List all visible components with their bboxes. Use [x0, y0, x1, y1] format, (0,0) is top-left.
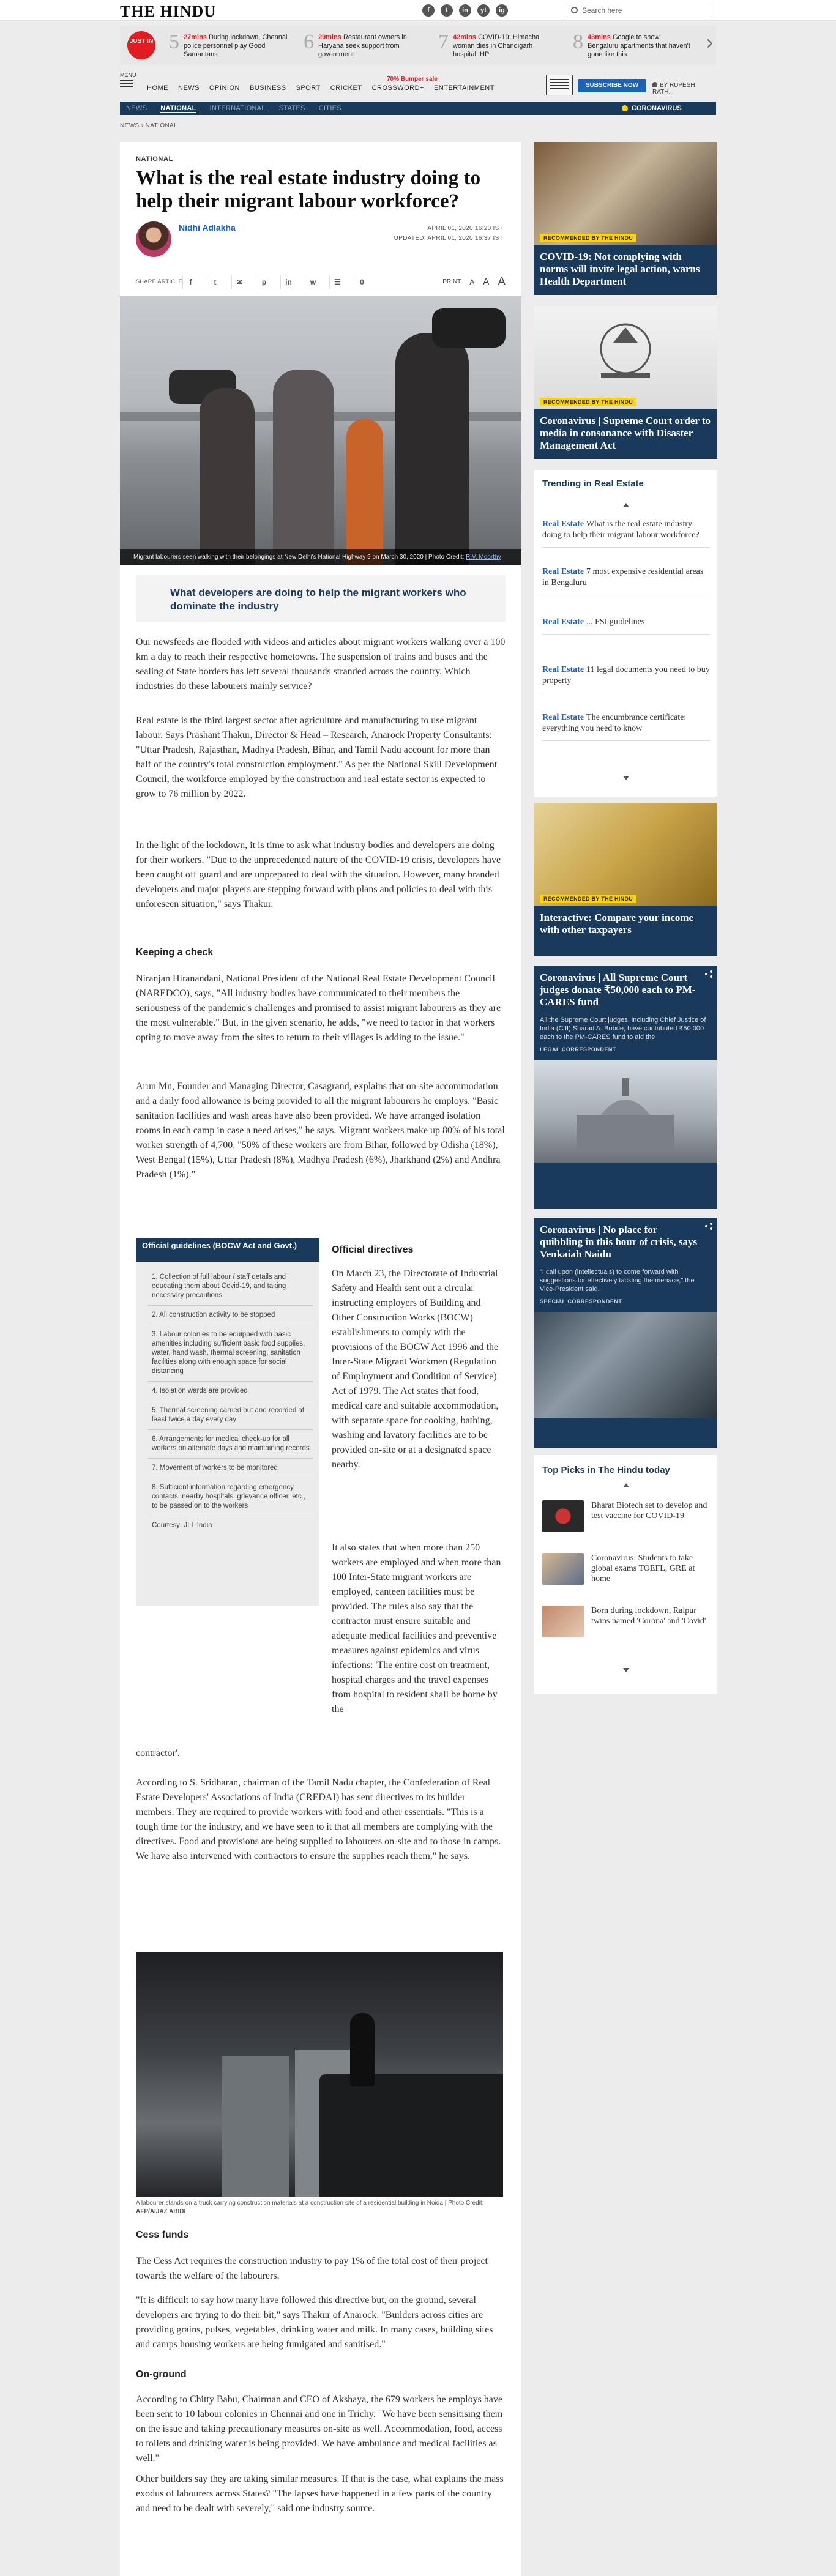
- card-image: [534, 1060, 717, 1163]
- trending-item[interactable]: [542, 712, 710, 741]
- ticker-time: 42mins: [453, 34, 476, 41]
- pinterest-share-icon[interactable]: p: [256, 275, 272, 289]
- top-picks-widget: [534, 1455, 717, 1694]
- nav-item-entertainment[interactable]: ENTERTAINMENT: [433, 84, 495, 92]
- comment-count: 0: [360, 278, 364, 286]
- card-image: [534, 306, 717, 409]
- message-share-icon[interactable]: ☰: [329, 275, 345, 289]
- subscribe-button[interactable]: SUBSCRIBE NOW: [578, 79, 646, 92]
- published-date: APRIL 01, 2020 16:20 IST: [427, 225, 503, 232]
- guideline-item: 5. Thermal screening carried out and recorded at least twice a day every day: [148, 1401, 313, 1430]
- epaper-icon[interactable]: [546, 75, 573, 95]
- secnav-item-international[interactable]: INTERNATIONAL: [209, 105, 266, 112]
- article-kicker[interactable]: NATIONAL: [136, 155, 173, 163]
- paragraph: According to S. Sridharan, chairman of the Tamil Nadu chapter, the Confederation of Real Estate Developers' Associations of India (CREDAI) has sent directives to its builder members. They are required to provide workers with food and other essentials. "This is a tough time for the industry, and we have seen to it that all members are complying with the directives. Food and provisions are being supplied to labourers on-site and to those in camps. We have also intervened with contractors to ensure the supplies reach them," he says.: [136, 1778, 501, 1861]
- text-size-small[interactable]: A: [469, 278, 475, 286]
- share-icon[interactable]: [705, 1223, 712, 1230]
- just-in-badge: JUST IN: [127, 31, 155, 59]
- user-name: BY RUPESH RATH...: [652, 82, 695, 95]
- hamburger-icon: [120, 80, 133, 81]
- trending-item[interactable]: [542, 567, 710, 595]
- guideline-item: 8. Sufficient information regarding emergency contacts, nearby hospitals, grievance officer, etc., to be passed on to the workers: [148, 1478, 313, 1516]
- guideline-item: 3. Labour colonies to be equipped with basic amenities including sufficient basic food supplies, water, hand wash, thermal screening, sanitation facilities along with enough space for social distancing: [148, 1325, 313, 1382]
- top-pick-thumbnail: [542, 1500, 584, 1532]
- recommended-tag: RECOMMENDED BY THE HINDU: [540, 234, 636, 242]
- trending-item[interactable]: [542, 519, 710, 548]
- ticker-number: 7: [438, 31, 449, 53]
- top-pick-text: Coronavirus: Students to take global exams TOEFL, GRE at home: [591, 1554, 695, 1584]
- article-highlight: What developers are doing to help the migrant workers who dominate the industry: [136, 575, 506, 622]
- trending-category: Real Estate: [542, 713, 584, 722]
- ticker-text: Google to show Bengaluru apartments that haven't gone like this: [588, 34, 690, 58]
- top-bar: [0, 0, 836, 21]
- social-icons: [422, 4, 508, 17]
- bell-icon: [652, 82, 657, 87]
- nav-item-business[interactable]: BUSINESS: [249, 84, 286, 92]
- ticker-item[interactable]: [438, 31, 561, 60]
- scroll-down-icon[interactable]: [623, 776, 629, 780]
- menu-label: MENU: [120, 72, 136, 78]
- author-name[interactable]: Nidhi Adlakha: [179, 223, 236, 233]
- paragraph: It also states that when more than 250 workers are employed and when more than 100 Inter-State migrant workers are employed, canteen facilities must be provided. The rules also say that the contractor must ensure suitable and adequate medical facilities and preventive measures against epidemics and virus infections: 'The entire cost on treatment, hospital charges and the travel expenses from hospital to resident shall be borne by the: [332, 1543, 501, 1714]
- card-image: [534, 803, 717, 906]
- text-size-medium[interactable]: A: [483, 277, 490, 287]
- card-byline: LEGAL CORRESPONDENT: [540, 1046, 616, 1052]
- guidelines-title: Official guidelines (BOCW Act and Govt.): [136, 1238, 319, 1262]
- paragraph: Arun Mn, Founder and Managing Director, Casagrand, explains that on-site accommodation and a daily food allowance is being provided to all the migrant labourers he employs. "Basic sanitation facilities and wash areas have also been provided. We have arranged isolation rooms in each camp in case a need arises," he says. Migrant workers make up 80% of his total worker strength of 4,700. "50% of these workers are from Bihar, followed by Odisha (18%), West Bengal (15%), Uttar Pradesh (8%), Madhya Pradesh (6%), Jharkhand (2%) and Andhra Pradesh (1%).": [136, 1081, 505, 1180]
- ticker-text: COVID-19: Himachal woman dies in Chandigarh hospital, HP: [453, 34, 541, 58]
- image-caption-text: A labourer stands on a truck carrying construction materials at a construction site of a residential building in Noida | Photo Credit:: [136, 2200, 484, 2206]
- trending-title: Trending in Real Estate: [542, 478, 644, 489]
- card-byline: SPECIAL CORRESPONDENT: [540, 1298, 622, 1305]
- guidelines-box: [136, 1238, 319, 1606]
- image-photo-credit: AFP/AIJAZ ABIDI: [136, 2208, 186, 2215]
- paragraph: On March 23, the Directorate of Industrial Safety and Health sent out a circular instructing employers of Building and Other Construction Works (BOCW) establishments to comply with the provisions of the BOCW Act 1996 and the Inter-State Migrant Workmen (Regulation of Employment and Condition of Service) Act of 1979. The Act states that food, medical care and suitable accommodation, with separate space for cooking, bathing, washing and lavatory facilities are to be provided on-site or at a designated space nearby.: [332, 1268, 499, 1470]
- hero-image: [120, 296, 521, 565]
- article-dates: [394, 224, 503, 244]
- scroll-up-icon[interactable]: [623, 1483, 629, 1487]
- hero-photo-credit[interactable]: R.V. Moorthy: [466, 554, 501, 560]
- paragraph: According to Chitty Babu, Chairman and CEO of Akshaya, the 679 workers he employs have been sent to 10 labour colonies in Chennai and one in Trichy. "We have been sensitising them on the issue and taking precautionary measures on-site as well. Accommodation, food, access to toilets and drinking water is being provided. We have ambulance and medical facilities as well.": [136, 2394, 503, 2463]
- section-navigation: [120, 102, 716, 115]
- guideline-item: 2. All construction activity to be stopped: [148, 1306, 313, 1325]
- paragraph: Our newsfeeds are flooded with videos and articles about migrant workers walking over a 100 km a day to reach their respective hometowns. The suspension of trains and buses and the sealing of State borders has left several thousands stranded across the country. Which industries do these labourers mainly service?: [136, 637, 506, 691]
- trending-category: Real Estate: [542, 567, 584, 576]
- trending-text: 11 legal documents you need to buy property: [542, 665, 710, 685]
- nav-item-opinion[interactable]: OPINION: [209, 84, 240, 92]
- guideline-item: 4. Isolation wards are provided: [148, 1382, 313, 1401]
- ticker-time: 27mins: [184, 34, 207, 41]
- ticker-item[interactable]: [573, 31, 695, 60]
- search-input[interactable]: [567, 4, 711, 17]
- emblem-illustration: [534, 306, 717, 409]
- search-icon: [571, 7, 578, 13]
- trending-text: What is the real estate industry doing to help their migrant labour workforce?: [542, 519, 700, 540]
- text-size-large[interactable]: A: [498, 275, 506, 288]
- hero-caption-text: Migrant labourers seen walking with their belongings at New Delhi's National Highway 9 on March 30, 2020 | Photo Credit:: [133, 554, 465, 560]
- ticker-time: 43mins: [588, 34, 611, 41]
- hero-caption: [120, 549, 521, 565]
- share-icon[interactable]: [705, 970, 712, 978]
- card-image: [534, 142, 717, 245]
- whatsapp-share-icon[interactable]: w: [305, 275, 321, 289]
- top-pick-item[interactable]: [542, 1606, 711, 1645]
- user-menu[interactable]: [652, 82, 716, 95]
- author-avatar: [136, 221, 171, 257]
- chevron-right-icon[interactable]: [704, 39, 712, 48]
- paragraph: Niranjan Hiranandani, National President of the National Real Estate Development Council (NAREDCO), says, "All industry bodies have communicated to their members the seriousness of the pandemic's challenges and promised to assist migrant labourers as they are the most vulnerable." But, in the given scenario, he adds, "we need to factor in that workers opting to move away from the sites to return to their villages is adding to the issue.": [136, 973, 501, 1043]
- paragraph: The Cess Act requires the construction industry to pay 1% of the total cost of their project towards the welfare of the labourers.: [136, 2256, 488, 2281]
- article-headline: What is the real estate industry doing to help their migrant labour workforce?: [136, 167, 481, 212]
- ticker-time: 29mins: [318, 34, 341, 41]
- image-caption: [136, 2199, 503, 2216]
- paragraph: Real estate is the third largest sector after agriculture and manufacturing to use migrant labour. Says Prashant Thakur, Director & Head – Research, Anarock Property Consultants: "Uttar Pradesh, Rajasthan, Madhya Pradesh, Bihar, and Tamil Nadu account for more than half of the country's total construction employment." As per the National Skill Development Council, the workforce employed by the construction and real estate sector is expected to grow to 76 million by 2022.: [136, 715, 498, 799]
- email-share-icon[interactable]: ✉: [231, 275, 247, 289]
- ticker-text: During lockdown, Chennai police personnel play Good Samaritans: [184, 34, 288, 58]
- card-image: [534, 1312, 717, 1418]
- twitter-icon[interactable]: t: [441, 4, 453, 17]
- ticker-item[interactable]: [304, 31, 426, 60]
- subheading: Cess funds: [136, 2230, 189, 2240]
- guidelines-list: [136, 1262, 319, 1606]
- card-summary: All the Supreme Court judges, including Chief Justice of India (CJI) Sharad A. Bobde, have contributed ₹50,000 each to the PM-CARES fund to aid the: [540, 1016, 706, 1041]
- ticker-number: 6: [304, 31, 314, 53]
- nav-item-news[interactable]: NEWS: [178, 84, 200, 92]
- recommended-tag: RECOMMENDED BY THE HINDU: [540, 398, 636, 406]
- subheading: On-ground: [136, 2369, 187, 2380]
- subheading: Official directives: [332, 1245, 414, 1255]
- trending-category: Real Estate: [542, 665, 584, 674]
- menu-button[interactable]: [120, 72, 137, 87]
- site-logo[interactable]: THE HINDU: [120, 2, 217, 20]
- news-card[interactable]: [534, 1218, 717, 1448]
- top-pick-thumbnail: [542, 1606, 584, 1637]
- ticker-text: Restaurant owners in Haryana seek support from government: [318, 34, 407, 58]
- news-ticker: [120, 26, 716, 65]
- trending-widget: [534, 470, 717, 797]
- trending-item[interactable]: [542, 617, 710, 635]
- card-title: Coronavirus | No place for quibbling in this hour of crisis, says Venkaiah Naidu: [540, 1224, 698, 1260]
- print-button[interactable]: PRINT: [442, 278, 461, 285]
- trending-text: ... FSI guidelines: [586, 617, 645, 627]
- recommended-tag: RECOMMENDED BY THE HINDU: [540, 895, 636, 903]
- scroll-down-icon[interactable]: [623, 1668, 629, 1672]
- trending-item[interactable]: [542, 664, 710, 693]
- breadcrumb[interactable]: NEWS › NATIONAL: [120, 122, 178, 129]
- scroll-up-icon[interactable]: [623, 503, 629, 507]
- facebook-icon[interactable]: f: [422, 4, 435, 17]
- top-pick-text: Born during lockdown, Raipur twins named 'Corona' and 'Covid': [591, 1606, 706, 1626]
- news-card[interactable]: [534, 966, 717, 1209]
- comments-icon[interactable]: [354, 275, 370, 289]
- card-title: COVID-19: Not complying with norms will invite legal action, warns Health Department: [540, 251, 700, 287]
- share-label: SHARE ARTICLE: [136, 278, 183, 285]
- recommended-card[interactable]: [534, 306, 717, 459]
- secnav-item-national[interactable]: NATIONAL: [160, 105, 196, 112]
- ticker-number: 8: [573, 31, 583, 53]
- nav-items: [147, 84, 495, 92]
- main-navigation: [120, 71, 716, 100]
- nav-item-crossword[interactable]: CROSSWORD+: [371, 84, 424, 92]
- linkedin-icon[interactable]: in: [459, 4, 471, 17]
- paragraph: Other builders say they are taking similar measures. If that is the case, what explains the mass exodus of labourers across States? "The lapses have happened in a few parts of the country and need to be dealt with severely," said one industry source.: [136, 2474, 504, 2514]
- paragraph: contractor'.: [136, 1748, 180, 1759]
- recommended-card[interactable]: [534, 142, 717, 295]
- trending-text: The encumbrance certificate: everything you need to know: [542, 713, 687, 733]
- instagram-icon[interactable]: ig: [496, 4, 508, 17]
- article-image: [136, 1952, 503, 2197]
- subheading: Keeping a check: [136, 947, 214, 958]
- trending-text: 7 most expensive residential areas in Bengaluru: [542, 567, 704, 587]
- coronavirus-tab[interactable]: CORONAVIRUS: [617, 102, 716, 115]
- guideline-courtesy: Courtesy: JLL India: [148, 1516, 313, 1535]
- guideline-item: 6. Arrangements for medical check-up for all workers on alternate days and maintaining records: [148, 1430, 313, 1459]
- recommended-card[interactable]: [534, 803, 717, 956]
- facebook-share-icon[interactable]: f: [182, 275, 198, 289]
- guideline-item: 7. Movement of workers to be monitored: [148, 1459, 313, 1478]
- card-title: Interactive: Compare your income with other taxpayers: [540, 912, 694, 936]
- ticker-item[interactable]: [169, 31, 291, 60]
- share-bar: [136, 275, 506, 289]
- trending-category: Real Estate: [542, 519, 584, 529]
- linkedin-share-icon[interactable]: in: [280, 275, 296, 289]
- top-pick-text: Bharat Biotech set to develop and test vaccine for COVID-19: [591, 1501, 707, 1521]
- secnav-item-states[interactable]: STATES: [278, 105, 305, 112]
- guideline-item: 1. Collection of full labour / staff details and educating them about Covid-19, and taking necessary precautions: [148, 1268, 313, 1306]
- article: [120, 142, 521, 2576]
- trending-category: Real Estate: [542, 617, 584, 627]
- nav-item-sport[interactable]: SPORT: [296, 84, 321, 92]
- top-pick-item[interactable]: [542, 1553, 711, 1592]
- promo-label[interactable]: 70% Bumper sale: [387, 76, 438, 83]
- supreme-court-illustration: [534, 1060, 717, 1163]
- card-summary: "I call upon (intellectuals) to come forward with suggestions for effectively tackling the menace," the Vice-President said.: [540, 1268, 695, 1293]
- top-pick-item[interactable]: [542, 1500, 711, 1539]
- twitter-share-icon[interactable]: t: [207, 275, 223, 289]
- card-title: Coronavirus | Supreme Court order to media in consonance with Disaster Management Act: [540, 415, 711, 451]
- nav-item-home[interactable]: HOME: [147, 84, 168, 92]
- card-title: Coronavirus | All Supreme Court judges donate ₹50,000 each to PM-CARES fund: [540, 972, 696, 1008]
- top-picks-title: Top Picks in The Hindu today: [542, 1465, 670, 1475]
- search-placeholder: Search here: [582, 6, 622, 15]
- paragraph: "It is difficult to say how many have followed this directive but, on the ground, several developers are trying to do their bit," says Thakur of Anarock. "Builders across cities are providing grains, pulses, vegetables, drinking water and milk. In many cases, building sites and camps housing workers are being fumigated and sanitised.": [136, 2295, 493, 2350]
- top-pick-thumbnail: [542, 1553, 584, 1585]
- youtube-icon[interactable]: yt: [477, 4, 490, 17]
- updated-date: UPDATED: APRIL 01, 2020 16:37 IST: [394, 235, 503, 242]
- ticker-number: 5: [169, 31, 179, 53]
- secnav-item-cities[interactable]: CITIES: [318, 105, 341, 112]
- nav-item-cricket[interactable]: CRICKET: [330, 84, 362, 92]
- paragraph: In the light of the lockdown, it is time to ask what industry bodies and developers are doing for their workers. "Due to the unprecedented nature of the COVID-19 crisis, developers have been caught off guard and are unprepared to deal with the situation. However, many branded developers and major players are stepping forward with plans and policies to deal with this unforeseen situation," says Thakur.: [136, 840, 501, 909]
- secnav-item-news[interactable]: NEWS: [126, 105, 147, 112]
